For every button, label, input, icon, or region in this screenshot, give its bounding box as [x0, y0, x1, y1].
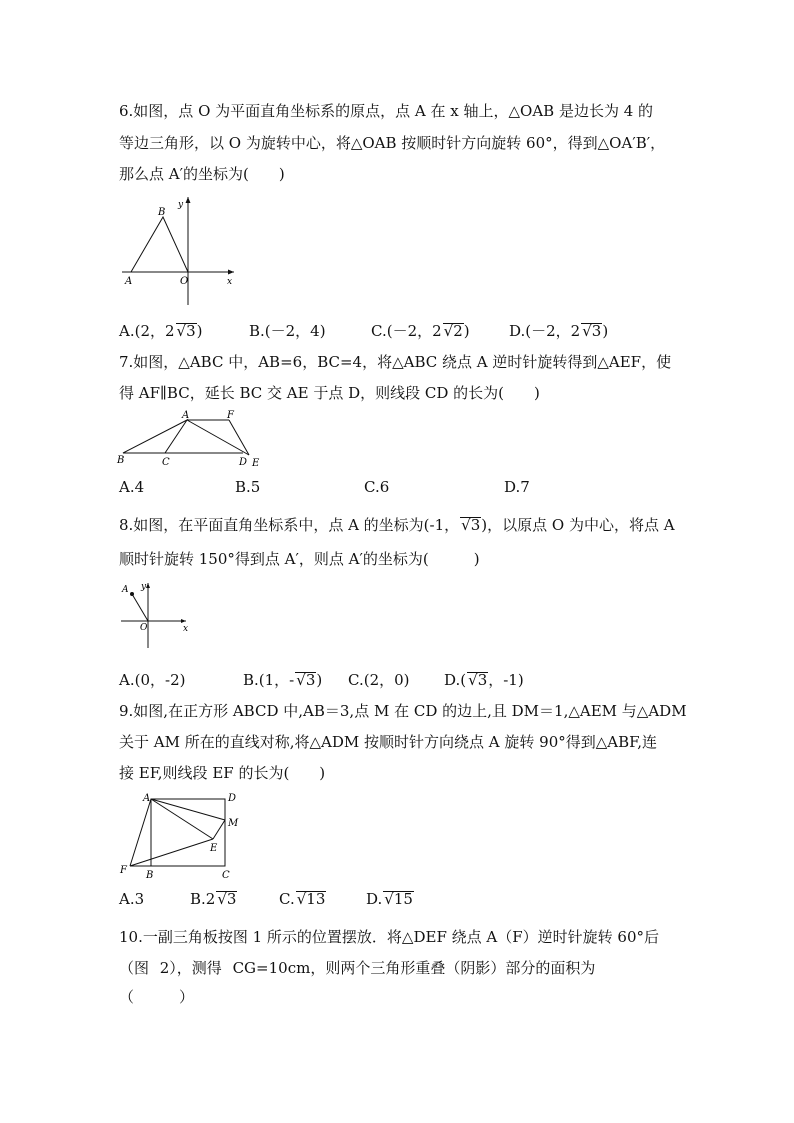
q9-label-c: C [222, 870, 230, 881]
q6-option-d-pre: D.(－2，2 [509, 322, 581, 340]
q6-option-a[interactable] [119, 321, 203, 341]
q7-line-2: 得 AF∥BC，延长 BC 交 AE 于点 D，则线段 CD 的长为( ) [119, 384, 540, 402]
q7-option-d[interactable]: D.7 [504, 478, 530, 496]
q6-option-c[interactable] [371, 321, 470, 341]
q8-option-b[interactable] [243, 670, 322, 690]
q9-option-c-pre: C. [279, 890, 295, 908]
q9-option-d-pre: D. [366, 890, 383, 908]
q9-option-b[interactable] [190, 889, 237, 909]
q9-label-e: E [210, 843, 218, 854]
q8-line-1-radicand: 3 [470, 516, 481, 534]
q8-point-a [130, 592, 134, 596]
q7-option-a[interactable]: A.4 [119, 478, 145, 496]
q8-line-1-post: )，以原点 O 为中心，将点 A [481, 516, 675, 534]
sqrt-sign: √3 [582, 322, 602, 340]
q7-label-c: C [162, 457, 170, 468]
q6-label-x: x [227, 277, 233, 287]
q9-option-d-radicand: 15 [393, 890, 413, 908]
q6-label-b: B [158, 207, 166, 218]
q8-line-2: 顺时针旋转 150°得到点 A′，则点 A′的坐标为( ) [119, 550, 480, 568]
q9-figure [116, 788, 246, 884]
q8-option-b-pre: B.(1，- [243, 671, 295, 689]
q6-option-d-radicand: 3 [591, 322, 602, 340]
q8-option-b-radicand: 3 [305, 671, 316, 689]
sqrt-sign: √15 [384, 890, 413, 908]
q7-figure [116, 408, 266, 468]
q9-line-1: 9.如图,在正方形 ABCD 中,AB＝3,点 M 在 CD 的边上,且 DM＝1,△AEM 与△ADM [119, 702, 687, 720]
q7-label-e: E [252, 458, 260, 469]
q6-option-d-post: ) [602, 322, 609, 340]
q8-line-1-pre: 8.如图，在平面直角坐标系中，点 A 的坐标为(-1， [119, 516, 460, 534]
sqrt-sign: √3 [217, 890, 237, 908]
q9-option-d[interactable] [366, 889, 414, 909]
sqrt-sign: √3 [468, 671, 488, 689]
q8-figure [116, 580, 194, 652]
q7-label-d: D [239, 457, 248, 468]
q6-option-a-radicand: 3 [186, 322, 196, 340]
q8-option-d-pre: D.( [444, 671, 467, 689]
q6-option-b[interactable]: B.(－2，4) [249, 322, 326, 340]
sqrt-sign: √2 [443, 322, 463, 340]
q9-option-b-radicand: 3 [226, 890, 237, 908]
q6-option-d[interactable] [509, 321, 608, 341]
q7-line-1: 7.如图，△ABC 中，AB=6，BC=4，将△ABC 绕点 A 逆时针旋转得到△AEF，使 [119, 353, 672, 371]
sqrt-sign: √3 [296, 671, 316, 689]
q7-label-b: B [117, 455, 125, 466]
q8-option-d-radicand: 3 [477, 671, 488, 689]
q6-option-c-pre: C.(－2，2 [371, 322, 442, 340]
q8-label-a: A [122, 585, 129, 595]
q8-label-x: x [183, 624, 189, 634]
sqrt-sign: √3 [461, 516, 481, 534]
q6-option-c-radicand: 2 [453, 322, 463, 340]
q7-label-f: F [227, 410, 234, 421]
q9-option-a[interactable]: A.3 [119, 890, 145, 908]
q9-option-c[interactable] [279, 889, 326, 909]
sqrt-sign: √13 [296, 890, 326, 908]
q8-line-1 [119, 515, 675, 535]
q7-option-b[interactable]: B.5 [235, 478, 261, 496]
q6-option-a-post: ) [196, 322, 203, 340]
q9-label-f: F [120, 865, 127, 876]
q9-option-b-pre: B.2 [190, 890, 216, 908]
q8-option-a[interactable]: A.(0，-2) [119, 671, 186, 689]
q10-line-2: （图 2），测得 CG=10cm，则两个三角形重叠（阴影）部分的面积为 [119, 959, 596, 977]
q9-label-b: B [146, 870, 154, 881]
q6-line-3: 那么点 A′的坐标为( ) [119, 165, 285, 183]
q7-label-a: A [182, 410, 190, 421]
q10-line-1: 10.一副三角板按图 1 所示的位置摆放．将△DEF 绕点 A（F）逆时针旋转 60°后 [119, 928, 659, 946]
q8-option-b-post: ) [316, 671, 323, 689]
q8-label-y: y [141, 582, 147, 592]
q8-option-d-post: ，-1) [488, 671, 524, 689]
q6-label-y: y [178, 200, 184, 210]
q6-line-2: 等边三角形，以 O 为旋转中心，将△OAB 按顺时针方向旋转 60°，得到△OA′B′， [119, 134, 666, 152]
q6-option-a-pre: A.(2，2 [119, 322, 175, 340]
q9-label-m: M [228, 818, 239, 829]
q6-line-1: 6.如图，点 O 为平面直角坐标系的原点，点 A 在 x 轴上，△OAB 是边长为 4 的 [119, 102, 654, 120]
q6-option-c-post: ) [463, 322, 470, 340]
sqrt-sign: √3 [176, 322, 196, 340]
q10-line-3: （ ） [119, 988, 195, 1006]
q6-label-a: A [125, 276, 133, 287]
q8-option-d[interactable] [444, 670, 524, 690]
q9-label-d: D [228, 793, 237, 804]
q6-label-o: O [180, 276, 189, 287]
q6-figure [118, 192, 243, 310]
q9-option-c-radicand: 13 [306, 890, 326, 908]
q8-label-o: O [140, 623, 148, 633]
q9-line-3: 接 EF,则线段 EF 的长为( ) [119, 764, 326, 782]
q7-option-c[interactable]: C.6 [364, 478, 390, 496]
q9-label-a: A [143, 793, 151, 804]
q8-option-c[interactable]: C.(2，0) [348, 671, 410, 689]
q9-line-2: 关于 AM 所在的直线对称,将△ADM 按顺时针方向绕点 A 旋转 90°得到△ABF,连 [119, 733, 657, 751]
